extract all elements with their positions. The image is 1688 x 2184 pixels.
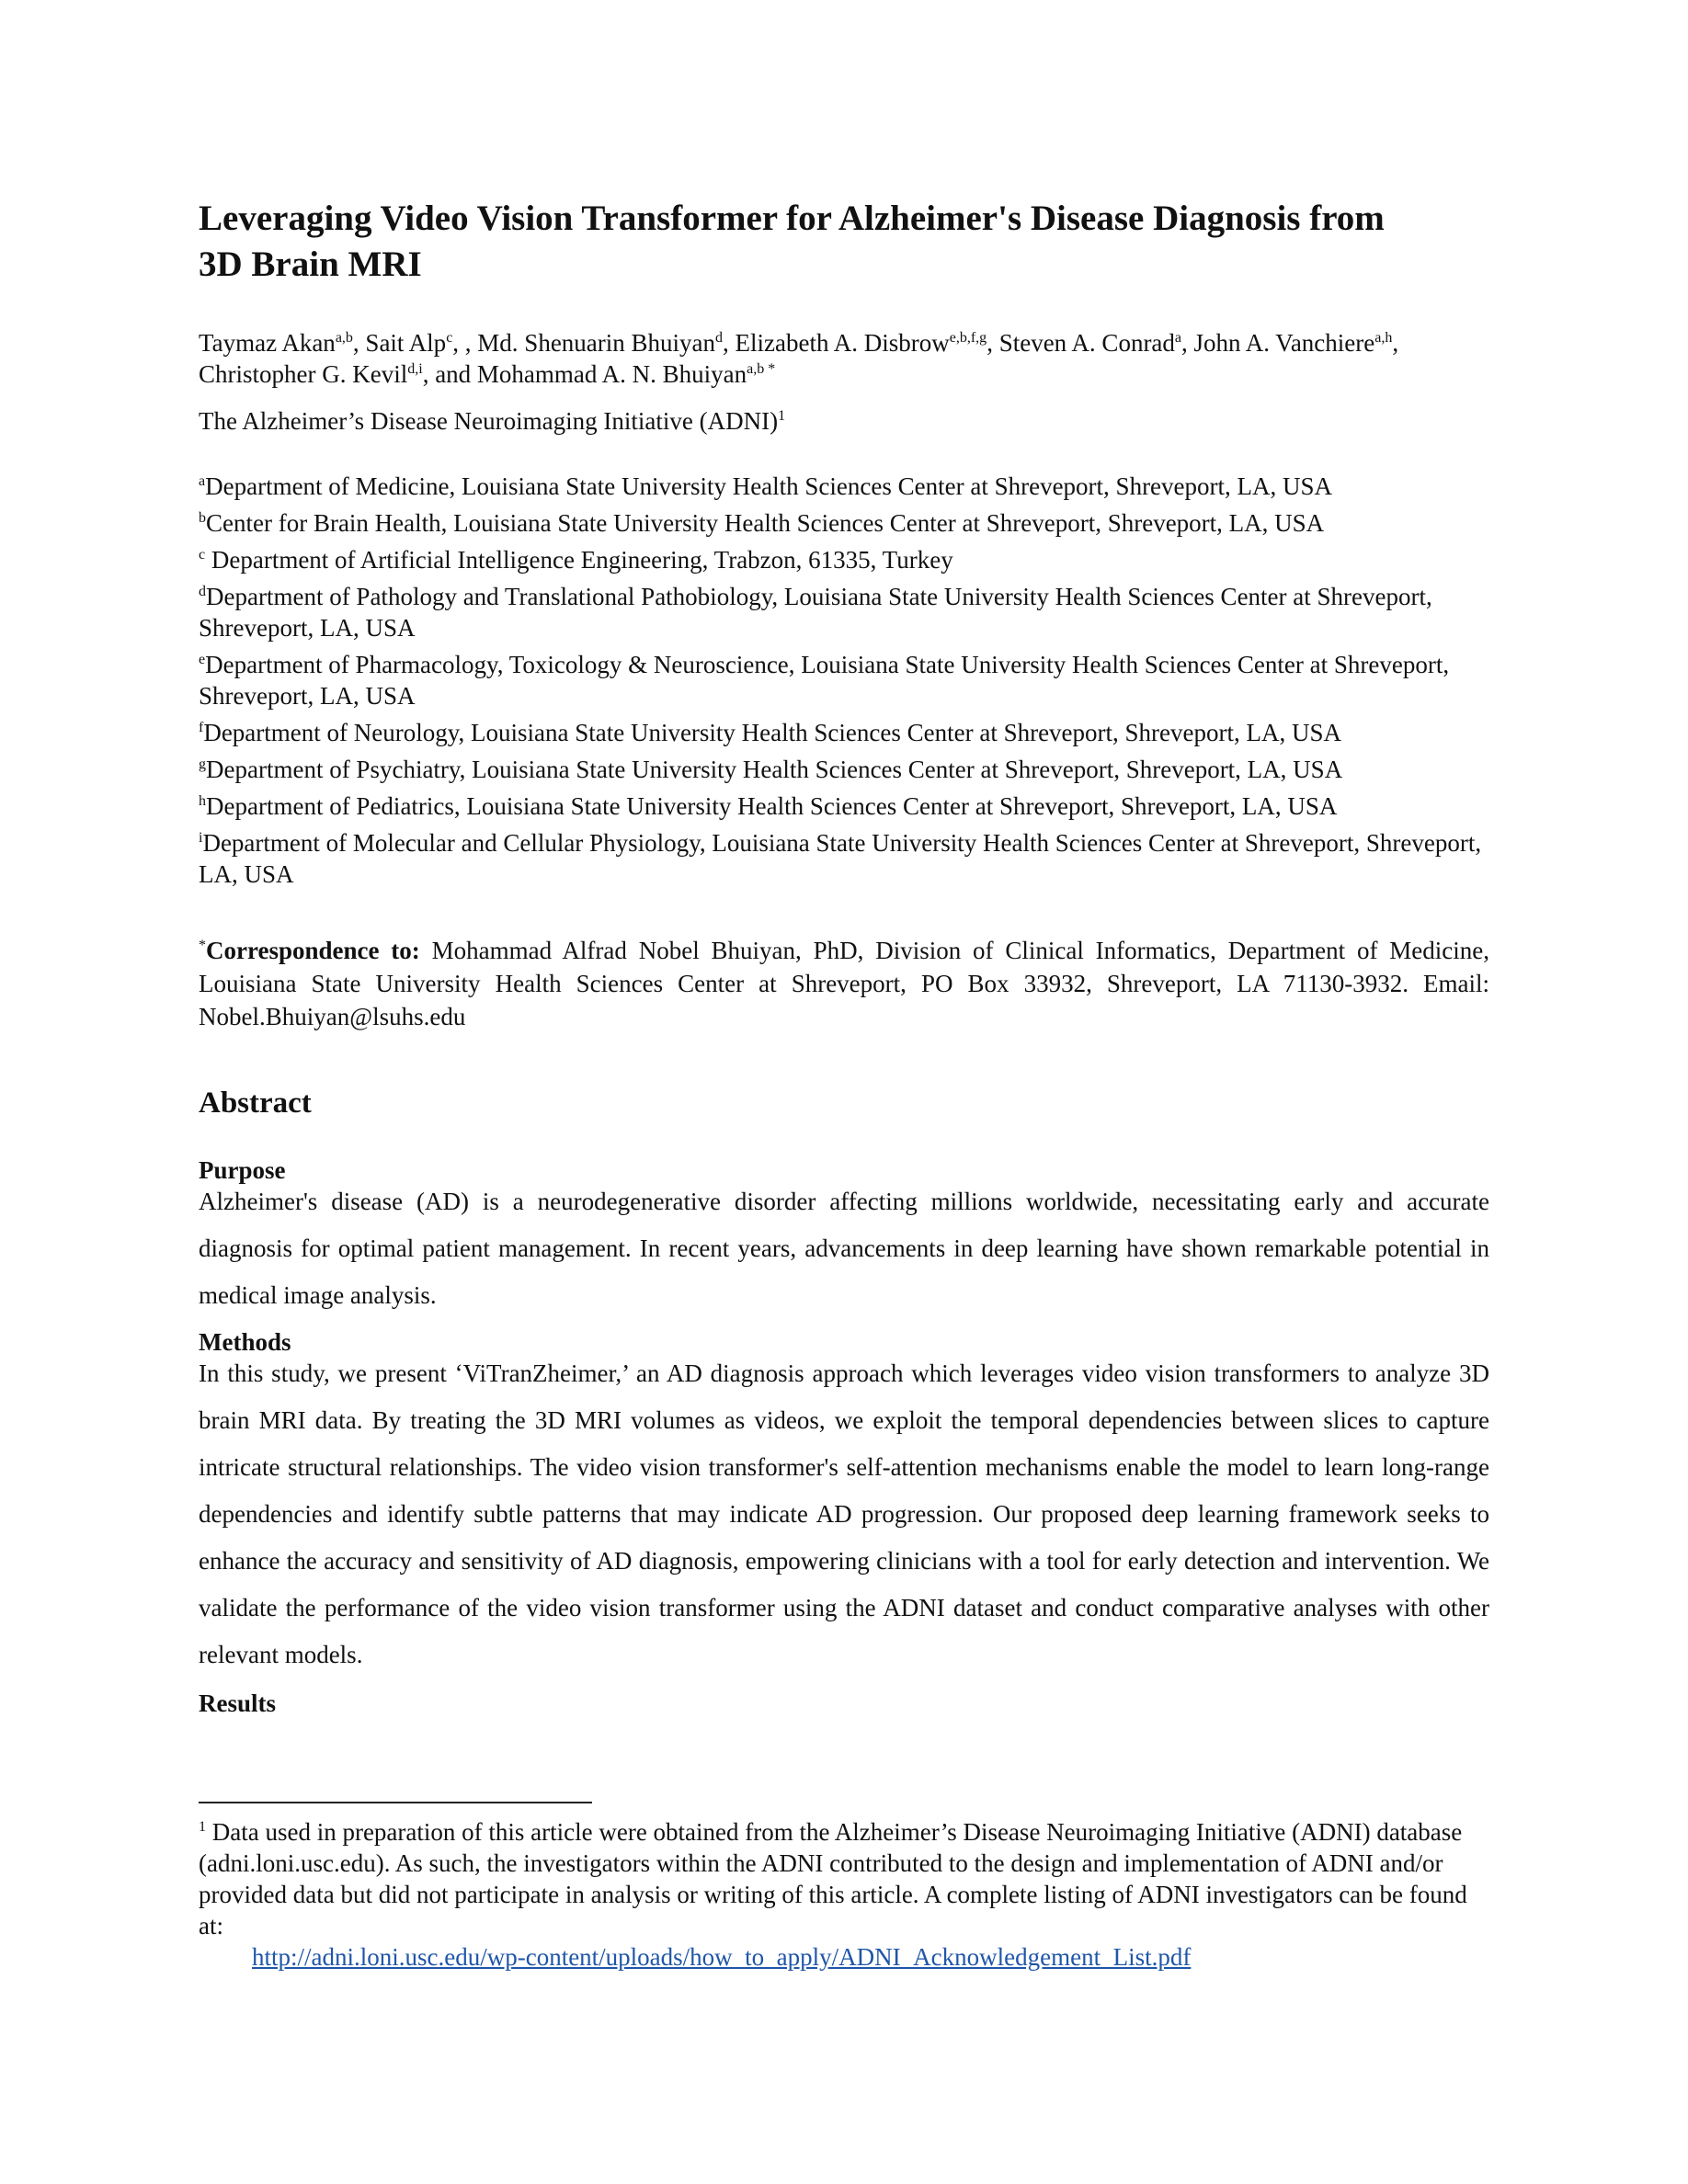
author-affiliation-marker: d (715, 330, 724, 346)
author-separator: , (987, 329, 999, 357)
author-name: Christopher G. Kevil (199, 360, 408, 388)
author-affiliation-marker: d,i (407, 361, 423, 377)
footnote-text: Data used in preparation of this article were obtained from the Alzheimer’s Disease Neuroimaging Initiative (ADNI) database (adni.loni.usc.edu). As such, the investigators within the ADNI contributed to the design and implementation of ADNI and/or provided data but did not participate in analysis or writing of this article. A complete listing of ADNI investigators can be found at: (199, 1818, 1467, 1939)
author-name: Steven A. Conrad (998, 329, 1175, 357)
author-separator: , (723, 329, 736, 357)
abstract-heading: Abstract (199, 1086, 312, 1120)
methods-body: In this study, we present ‘ViTranZheimer,’ an AD diagnosis approach which leverages video vision transformers to analyze 3D brain MRI data. By treating the 3D MRI volumes as videos, we exploit the temporal dependencies between slices to capture intricate structural relationships. The video vision transformer's self-attention mechanisms enable the model to learn long-range dependencies and identify subtle patterns that may indicate AD progression. Our proposed deep learning framework seeks to enhance the accuracy and sensitivity of AD diagnosis, empowering clinicians with a tool for early detection and intervention. We validate the performance of the video vision transformer using the ADNI dataset and conduct comparative analyses with other relevant models. (199, 1359, 1489, 1668)
affiliation-marker: e (199, 652, 206, 667)
affiliation-text: Department of Neurology, Louisiana State University Health Sciences Center at Shreveport, Shreveport, LA, USA (203, 719, 1342, 746)
author-name: Md. Shenuarin Bhuiyan (477, 329, 716, 357)
author-affiliation-marker: a,h (1374, 330, 1393, 346)
affiliation-marker: g (199, 756, 206, 772)
purpose-heading: Purpose (199, 1156, 286, 1184)
affiliation-item (199, 507, 1489, 539)
results-heading: Results (199, 1689, 277, 1717)
affiliation-item (199, 471, 1489, 502)
methods-heading: Methods (199, 1328, 291, 1356)
author-name: Mohammad A. N. Bhuiyan (476, 360, 747, 388)
consortium-name: The Alzheimer’s Disease Neuroimaging Initiative (ADNI) (199, 407, 779, 435)
affiliation-item (199, 649, 1489, 711)
correspondence-marker: * (199, 938, 206, 953)
affiliation-text: Department of Pathology and Translational Pathobiology, Louisiana State University Health Sciences Center at Shreveport, Shreveport, LA, USA (199, 583, 1432, 642)
affiliation-item (199, 754, 1489, 785)
affiliation-item (199, 581, 1489, 643)
author-name: Taymaz Akan (199, 329, 336, 357)
author-name: Elizabeth A. Disbrow (735, 329, 950, 357)
affiliation-text: Department of Artificial Intelligence Engineering, Trabzon, 61335, Turkey (205, 546, 953, 574)
footnote-divider (199, 1802, 592, 1803)
author-affiliation-marker: a,b * (747, 361, 776, 377)
author-affiliation-marker: a,b (335, 330, 353, 346)
correspondence-label: Correspondence to: (206, 937, 420, 964)
author-list (199, 327, 1489, 390)
affiliation-marker: b (199, 510, 206, 526)
author-separator: , , (452, 329, 478, 357)
consortium-footnote-marker: 1 (778, 408, 786, 424)
author-separator: , (1181, 329, 1194, 357)
purpose-body: Alzheimer's disease (AD) is a neurodegenerative disorder affecting millions worldwide, necessitating early and accurate diagnosis for optimal patient management. In recent years, advancements in deep learning have shown remarkable potential in medical image analysis. (199, 1188, 1489, 1309)
author-name: Sait Alp (365, 329, 447, 357)
affiliation-marker: d (199, 584, 206, 599)
affiliation-item (199, 791, 1489, 822)
results-section (199, 1688, 1489, 1719)
author-affiliation-marker: e,b,f,g (949, 330, 987, 346)
footnote (199, 1816, 1489, 1973)
affiliation-text: Department of Molecular and Cellular Physiology, Louisiana State University Health Sciences Center at Shreveport, Shreveport, LA, USA (199, 829, 1482, 888)
affiliation-marker: h (199, 793, 206, 809)
affiliation-item (199, 827, 1489, 890)
paper-title (199, 196, 1489, 288)
affiliation-item (199, 544, 1489, 575)
author-name: John A. Vanchiere (1193, 329, 1375, 357)
author-separator: , (1392, 329, 1399, 357)
adni-acknowledgement-link[interactable]: http://adni.loni.usc.edu/wp-content/uploads/how_to_apply/ADNI_Acknowledgement_List.pdf (252, 1943, 1192, 1971)
affiliation-marker: i (199, 830, 203, 846)
correspondence-block (199, 934, 1489, 1033)
purpose-section (199, 1155, 1489, 1319)
affiliation-text: Center for Brain Health, Louisiana State University Health Sciences Center at Shreveport, Shreveport, LA, USA (206, 509, 1325, 537)
title-line-2: 3D Brain MRI (199, 245, 422, 284)
consortium-line (199, 405, 1489, 437)
affiliation-text: Department of Pediatrics, Louisiana State University Health Sciences Center at Shreveport, Shreveport, LA, USA (206, 792, 1338, 820)
correspondence-text: Mohammad Alfrad Nobel Bhuiyan, PhD, Division of Clinical Informatics, Department of Medicine, Louisiana State University Health Sciences Center at Shreveport, PO Box 33932, Shreveport, LA 71130-3932. Email: Nobel.Bhuiyan@lsuhs.edu (199, 937, 1489, 1030)
affiliation-text: Department of Psychiatry, Louisiana State University Health Sciences Center at Shreveport, Shreveport, LA, USA (206, 756, 1343, 783)
footnote-marker: 1 (199, 1819, 206, 1835)
affiliation-marker: c (199, 547, 206, 563)
affiliation-item (199, 717, 1489, 748)
author-affiliation-marker: c (446, 330, 453, 346)
title-line-1: Leveraging Video Vision Transformer for Alzheimer's Disease Diagnosis from (199, 199, 1385, 238)
affiliation-marker: f (199, 720, 204, 735)
affiliation-text: Department of Pharmacology, Toxicology & Neuroscience, Louisiana State University Health Sciences Center at Shreveport, Shreveport, LA, USA (199, 651, 1450, 710)
methods-section (199, 1326, 1489, 1678)
author-separator: , and (422, 360, 477, 388)
affiliation-text: Department of Medicine, Louisiana State University Health Sciences Center at Shreveport, Shreveport, LA, USA (205, 472, 1333, 500)
author-separator: , (352, 329, 366, 357)
affiliation-list (199, 471, 1489, 895)
affiliation-marker: a (199, 473, 206, 489)
author-affiliation-marker: a (1174, 330, 1182, 346)
